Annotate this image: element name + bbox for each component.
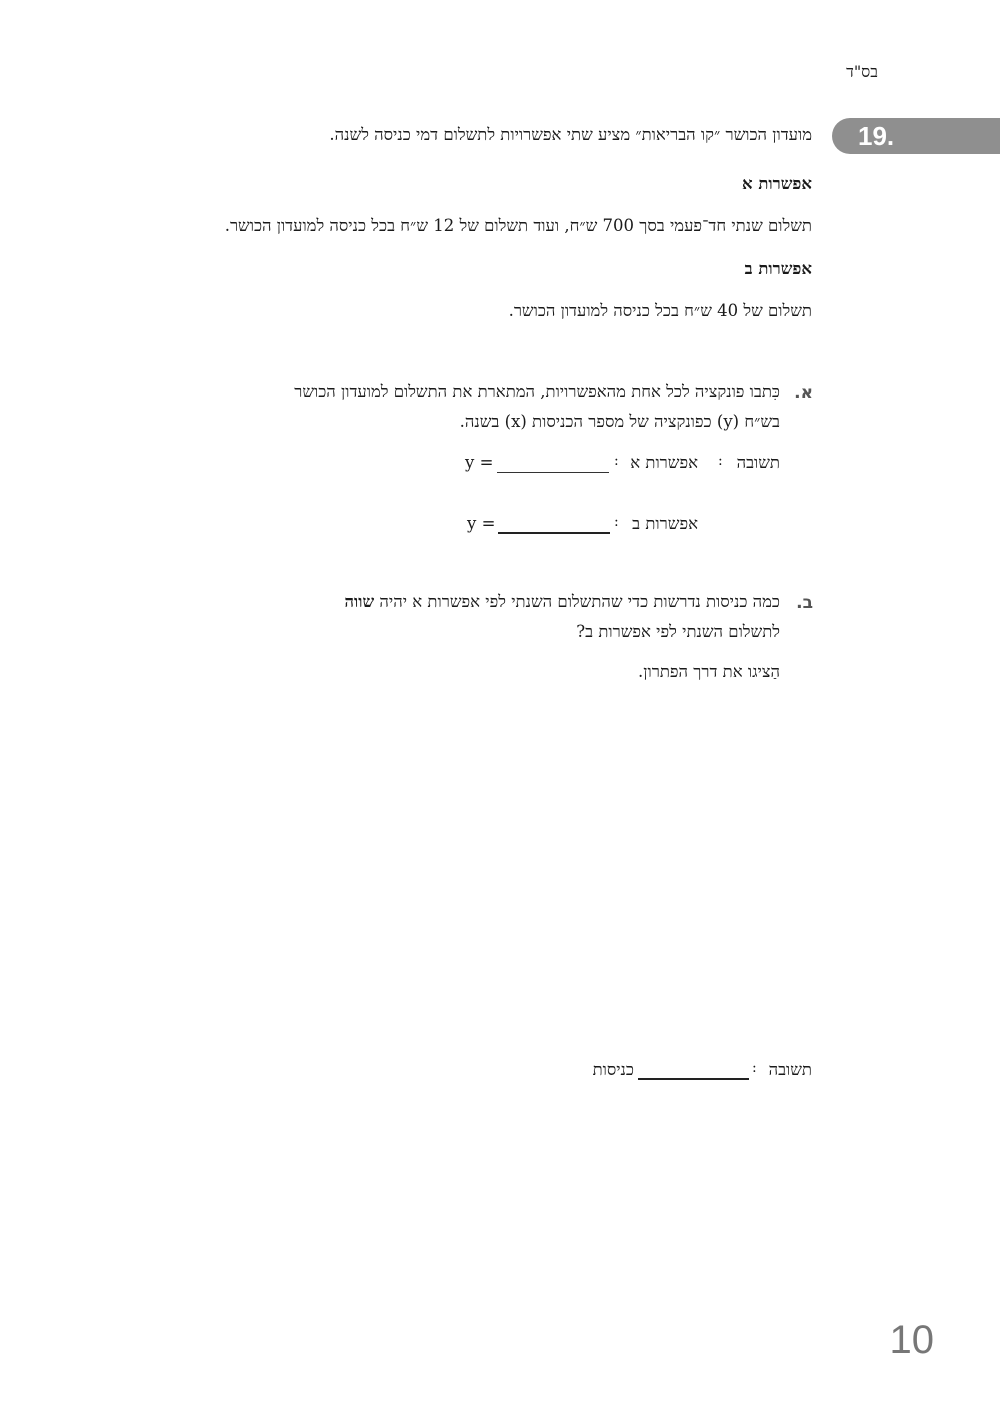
part-a-letter: א. xyxy=(794,383,813,403)
part-a-line1: כִּתבו פונקציה לכל אחת מהאפשרויות, המתארת את התשלום למועדון הכושר xyxy=(294,382,780,401)
part-a-option-a-colon: : xyxy=(614,453,619,469)
part-a-option-a-label: אפשרות א xyxy=(630,453,698,472)
part-b-instruction: הַציגו את דרך הפתרון. xyxy=(638,662,780,681)
option-b-heading: אפשרות ב xyxy=(744,259,812,278)
part-b-line1-bold: שווה xyxy=(344,592,375,611)
answer-blank-entries[interactable] xyxy=(638,1062,749,1080)
answer-blank-option-a[interactable] xyxy=(497,456,609,473)
option-a-text: תשלום שנתי חד־פעמי בסך 700 ש״ח, ועוד תשלום של 12 ש״ח בכל כניסה למועדון הכושר. xyxy=(224,216,812,235)
part-a-option-b-label: אפשרות ב xyxy=(632,514,698,533)
part-b-line1 xyxy=(345,592,780,612)
question-number-badge xyxy=(832,118,1000,154)
part-b-answer-label: תשובה xyxy=(768,1060,812,1079)
part-b-line1-prefix: כמה כניסות נדרשות כדי שהתשלום השנתי לפי אפשרות א יהיה xyxy=(379,592,780,611)
part-b-line2: לתשלום השנתי לפי אפשרות ב? xyxy=(576,622,780,641)
header-mark: בס"ד xyxy=(846,62,878,81)
question-intro: מועדון הכושר ״קו הבריאות״ מציע שתי אפשרויות לתשלום דמי כניסה לשנה. xyxy=(329,125,812,144)
part-b-letter: ב. xyxy=(796,593,813,613)
y-equals-a: y = xyxy=(465,453,494,472)
page-number: 10 xyxy=(889,1318,934,1362)
part-a-option-b-colon: : xyxy=(614,514,619,530)
option-a-heading: אפשרות א xyxy=(742,174,812,193)
answer-blank-option-b[interactable] xyxy=(498,516,610,534)
part-b-answer-colon: : xyxy=(752,1060,757,1076)
option-b-text: תשלום של 40 ש״ח בכל כניסה למועדון הכושר. xyxy=(508,301,812,320)
part-a-line2: בש״ח (y) כפונקציה של מספר הכניסות (x) בשנה. xyxy=(459,412,780,431)
part-b-unit: כניסות xyxy=(592,1060,634,1079)
part-a-answer-label: תשובה xyxy=(736,453,780,472)
question-number: 19. xyxy=(858,121,895,151)
y-equals-b: y = xyxy=(467,514,496,533)
part-a-answer-colon: : xyxy=(718,453,723,469)
